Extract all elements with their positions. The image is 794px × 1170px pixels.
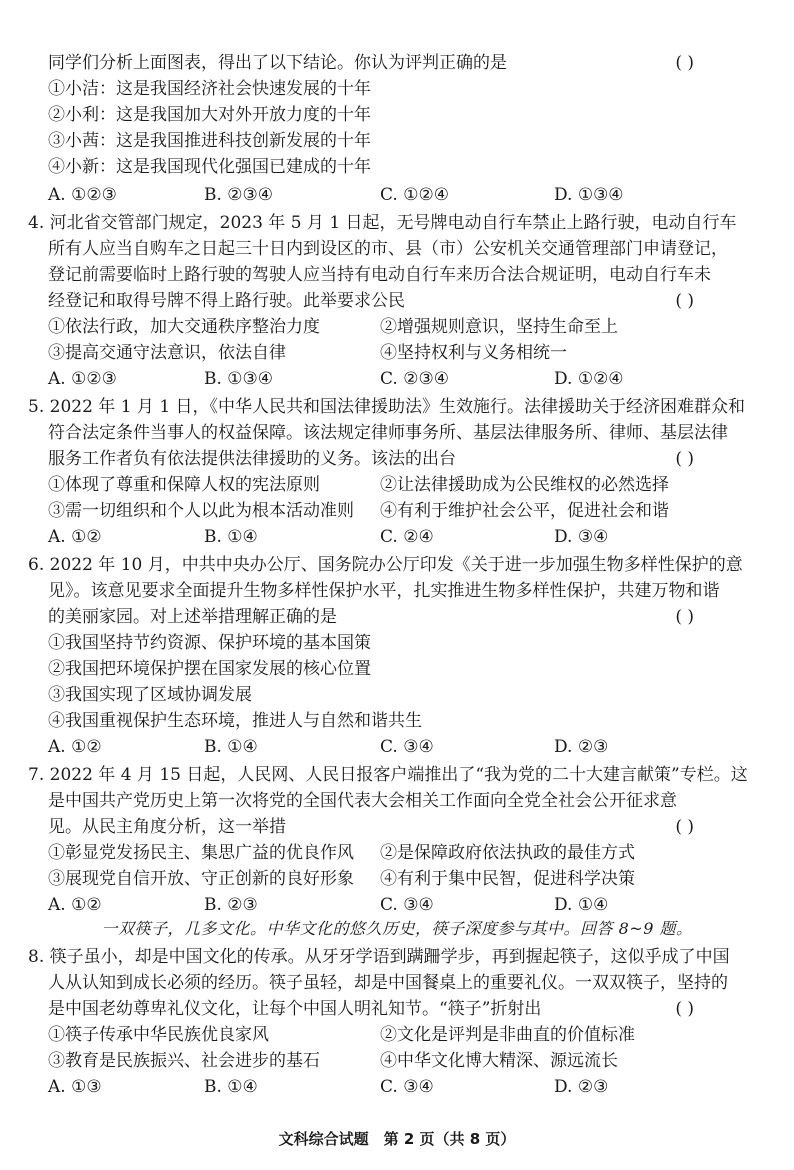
q6-line-2: 见》。该意见要求全面提升生物多样性保护水平，扎实推进生物多样性保护，共建万物和谐 [48,581,720,601]
q7-item-1: ①彰显党发扬民主、集思广益的优良作风 [48,843,354,863]
q3-answer-paren: ( ) [675,53,694,73]
q6-line-3 [48,604,754,630]
q8-item-1: ①筷子传承中华民族优良家风 [48,1025,269,1045]
q7-answer-paren: ( ) [675,817,694,837]
q8-choice-b: B. ①④ [204,1077,258,1097]
q7-choices [48,892,754,918]
q4-choice-c: C. ②③④ [380,369,449,389]
q5-choice-d: D. ③④ [554,527,609,547]
q5-choice-c: C. ②④ [380,527,434,547]
q3-choice-a: A. ①②③ [48,185,117,205]
q4-line-2: 所有人应当自购车之日起三十日内到设区的市、县（市）公安机关交通管理部门申请登记， [48,239,728,259]
q5-choices [48,524,754,550]
q8-items-row-1 [48,1022,754,1048]
q3-stem-text: 同学们分析上面图表，得出了以下结论。你认为评判正确的是 [48,53,507,73]
q8-choice-d: D. ②③ [554,1077,609,1097]
q7-choice-d: D. ①④ [554,895,609,915]
q5-item-2: ②让法律援助成为公民维权的必然选择 [380,475,669,495]
q8-choice-c: C. ③④ [380,1077,434,1097]
q4-choice-b: B. ①③④ [204,369,274,389]
q7-item-4: ④有利于集中民智，促进科学决策 [380,869,635,889]
q7-line-3 [48,814,754,840]
q8-items-row-2 [48,1048,754,1074]
q3-stem [48,50,754,76]
q7-items-row-1 [48,840,754,866]
q3-choice-b: B. ②③④ [204,185,274,205]
q4-items-row-2 [48,340,754,366]
q8-choices [48,1074,754,1100]
q4-choice-a: A. ①②③ [48,369,117,389]
q5-line-1: 5. 2022 年 1 月 1 日，《中华人民共和国法律援助法》生效施行。法律援助关于经济困难群众和 [28,397,746,417]
q8-item-3: ③教育是民族振兴、社会进步的基石 [48,1051,320,1071]
q6-choice-b: B. ①④ [204,737,258,757]
q6-choice-a: A. ①② [48,737,102,757]
q8-line-3-text: 是中国老幼尊卑礼仪文化，让每个中国人明礼知节。“筷子”折射出 [48,999,542,1019]
q4-choices [48,366,754,392]
q8-line-3 [48,996,754,1022]
q5-items-row-2 [48,498,754,524]
q4-line-3: 登记前需要临时上路行驶的驾驶人应当持有电动自行车来历合法合规证明，电动自行车未 [48,265,711,285]
q8-choice-a: A. ①③ [48,1077,102,1097]
q3-choices [48,182,754,208]
q5-item-1: ①体现了尊重和保障人权的宪法原则 [48,475,320,495]
q7-line-3-text: 见。从民主角度分析，这一举措 [48,817,286,837]
q4-choice-d: D. ①②④ [554,369,624,389]
q6-answer-paren: ( ) [675,607,694,627]
q7-choice-b: B. ②③ [204,895,258,915]
q8-9-intro: 一双筷子，几多文化。中华文化的悠久历史，筷子深度参与其中。回答 8~9 题。 [101,919,693,938]
q6-choices [48,734,754,760]
q5-answer-paren: ( ) [675,449,694,469]
q7-line-1: 7. 2022 年 4 月 15 日起，人民网、人民日报客户端推出了“我为党的二十大建言献策”专栏。这 [28,765,748,785]
q7-item-2: ②是保障政府依法执政的最佳方式 [380,843,635,863]
q4-answer-paren: ( ) [675,291,694,311]
q4-line-1: 4. 河北省交管部门规定，2023 年 5 月 1 日起，无号牌电动自行车禁止上路行驶，电动自行车 [28,213,737,233]
q3-item-3: ③小茜：这是我国推进科技创新发展的十年 [48,131,371,151]
q3-item-2: ②小利：这是我国加大对外开放力度的十年 [48,105,371,125]
q7-item-3: ③展现党自信开放、守正创新的良好形象 [48,869,354,889]
q4-line-4 [48,288,754,314]
q6-line-3-text: 的美丽家园。对上述举措理解正确的是 [48,607,337,627]
q6-line-1: 6. 2022 年 10 月，中共中央办公厅、国务院办公厅印发《关于进一步加强生物多样性保护的意 [28,555,743,575]
q6-item-3: ③我国实现了区域协调发展 [48,685,252,705]
q5-line-3-text: 服务工作者负有依法提供法律援助的义务。该法的出台 [48,449,456,469]
q4-item-1: ①依法行政，加大交通秩序整治力度 [48,317,320,337]
page-footer: 文科综合试题 第 2 页（共 8 页） [278,1130,516,1148]
q5-items-row-1 [48,472,754,498]
q5-choice-a: A. ①② [48,527,102,547]
q7-choice-c: C. ③④ [380,895,434,915]
q4-items-row-1 [48,314,754,340]
q7-line-2: 是中国共产党历史上第一次将党的全国代表大会相关工作面向全党全社会公开征求意 [48,791,677,811]
q4-item-4: ④坚持权利与义务相统一 [380,343,567,363]
q5-line-2: 符合法定条件当事人的权益保障。该法规定律师事务所、基层法律服务所、律师、基层法律 [48,423,728,443]
q7-items-row-2 [48,866,754,892]
q3-choice-d: D. ①③④ [554,185,624,205]
q4-item-2: ②增强规则意识，坚持生命至上 [380,317,618,337]
q5-choice-b: B. ①④ [204,527,258,547]
q6-item-2: ②我国把环境保护摆在国家发展的核心位置 [48,659,371,679]
q8-item-4: ④中华文化博大精深、源远流长 [380,1051,618,1071]
q5-item-4: ④有利于维护社会公平，促进社会和谐 [380,501,669,521]
q8-line-1: 8. 筷子虽小，却是中国文化的传承。从牙牙学语到蹒跚学步，再到握起筷子，这似乎成了中国 [28,947,730,967]
q7-choice-a: A. ①② [48,895,102,915]
q5-line-3 [48,446,754,472]
q3-item-4: ④小新：这是我国现代化强国已建成的十年 [48,157,371,177]
q3-item-1: ①小洁：这是我国经济社会快速发展的十年 [48,79,371,99]
q8-item-2: ②文化是评判是非曲直的价值标准 [380,1025,635,1045]
q6-item-1: ①我国坚持节约资源、保护环境的基本国策 [48,633,371,653]
q8-answer-paren: ( ) [675,999,694,1019]
q6-choice-c: C. ③④ [380,737,434,757]
q4-line-4-text: 经登记和取得号牌不得上路行驶。此举要求公民 [48,291,405,311]
q6-item-4: ④我国重视保护生态环境，推进人与自然和谐共生 [48,711,422,731]
q8-line-2: 人从认知到成长必须的经历。筷子虽轻，却是中国餐桌上的重要礼仪。一双双筷子，坚持的 [48,973,728,993]
q6-choice-d: D. ②③ [554,737,609,757]
q4-item-3: ③提高交通守法意识，依法自律 [48,343,286,363]
q5-item-3: ③需一切组织和个人以此为根本活动准则 [48,501,354,521]
q3-choice-c: C. ①②④ [380,185,449,205]
